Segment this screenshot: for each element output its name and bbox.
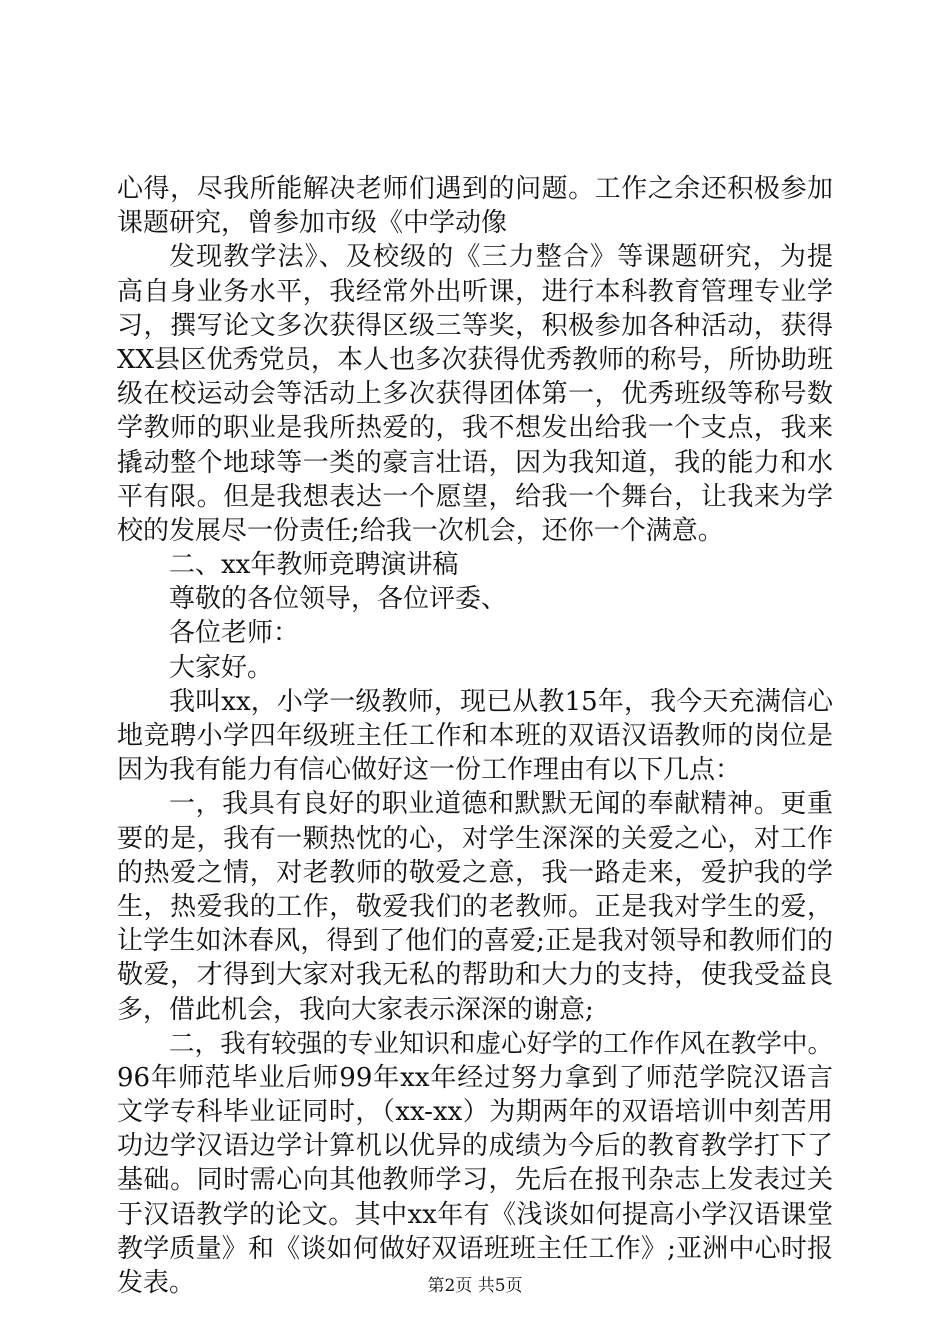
text-line: 撬动整个地球等一类的豪言壮语，因为我知道，我的能力和水 [117,447,833,478]
text-line: 一，我具有良好的职业道德和默默无闻的奉献精神。更重 [169,789,833,820]
text-line: XX县区优秀党员，本人也多次获得优秀教师的称号，所协助班 [117,344,833,375]
text-line: 平有限。但是我想表达一个愿望，给我一个舞台，让我来为学 [117,481,833,512]
text-line: 二、xx年教师竞聘演讲稿 [169,550,459,581]
text-line: 文学专科毕业证同时，（xx-xx）为期两年的双语培训中刻苦用 [117,1097,833,1128]
text-line: 高自身业务水平，我经常外出听课，进行本科教育管理专业学 [117,276,833,307]
text-line: 让学生如沐春风，得到了他们的喜爱;正是我对领导和教师们的 [117,926,833,957]
text-line: 功边学汉语边学计算机以优异的成绩为今后的教育教学打下了 [117,1131,833,1162]
text-line: 习，撰写论文多次获得区级三等奖，积极参加各种活动，获得 [117,310,833,341]
text-line: 大家好。 [169,652,274,683]
text-line: 课题研究，曾参加市级《中学动像 [117,208,508,239]
text-line: 因为我有能力有信心做好这一份工作理由有以下几点： [117,755,742,786]
text-line: 生，热爱我的工作，敬爱我们的老教师。正是我对学生的爱， [117,891,833,922]
page-footer: 第2页 共5页 [427,1276,523,1296]
text-line: 我叫xx，小学一级教师，现已从教15年，我今天充满信心 [169,686,833,717]
text-line: 心得，尽我所能解决老师们遇到的问题。工作之余还积极参加 [117,174,833,204]
text-line: 于汉语教学的论文。其中xx年有《浅谈如何提高小学汉语课堂 [117,1199,833,1230]
text-line: 教学质量》和《谈如何做好双语班班主任工作》;亚洲中心时报 [117,1233,833,1264]
text-line: 校的发展尽一份责任;给我一次机会，还你一个满意。 [117,515,724,546]
text-line: 要的是，我有一颗热忱的心，对学生深深的关爱之心，对工作 [117,823,833,854]
text-line: 学教师的职业是我所热爱的，我不想发出给我一个支点，我来 [117,413,833,444]
text-line: 发现教学法》、及校级的《三力整合》等课题研究，为提 [169,242,833,273]
text-line: 敬爱，才得到大家对我无私的帮助和大力的支持，使我受益良 [117,960,833,991]
text-line: 尊敬的各位领导，各位评委、 [169,584,508,615]
text-line: 发表。 [117,1268,196,1298]
text-line: 地竞聘小学四年级班主任工作和本班的双语汉语教师的岗位是 [117,721,833,751]
text-line: 级在校运动会等活动上多次获得团体第一，优秀班级等称号数 [117,379,833,410]
text-line: 二，我有较强的专业知识和虚心好学的工作作风在教学中。 [169,1028,833,1059]
text-line: 的热爱之情，对老教师的敬爱之意，我一路走来，爱护我的学 [117,857,833,888]
text-line: 基础。同时需心向其他教师学习，先后在报刊杂志上发表过关 [117,1165,833,1196]
text-line: 各位老师： [169,618,300,649]
text-line: 96年师范毕业后师99年xx年经过努力拿到了师范学院汉语言 [117,1062,833,1093]
text-line: 多，借此机会，我向大家表示深深的谢意; [117,994,594,1025]
document-body [117,172,833,1300]
